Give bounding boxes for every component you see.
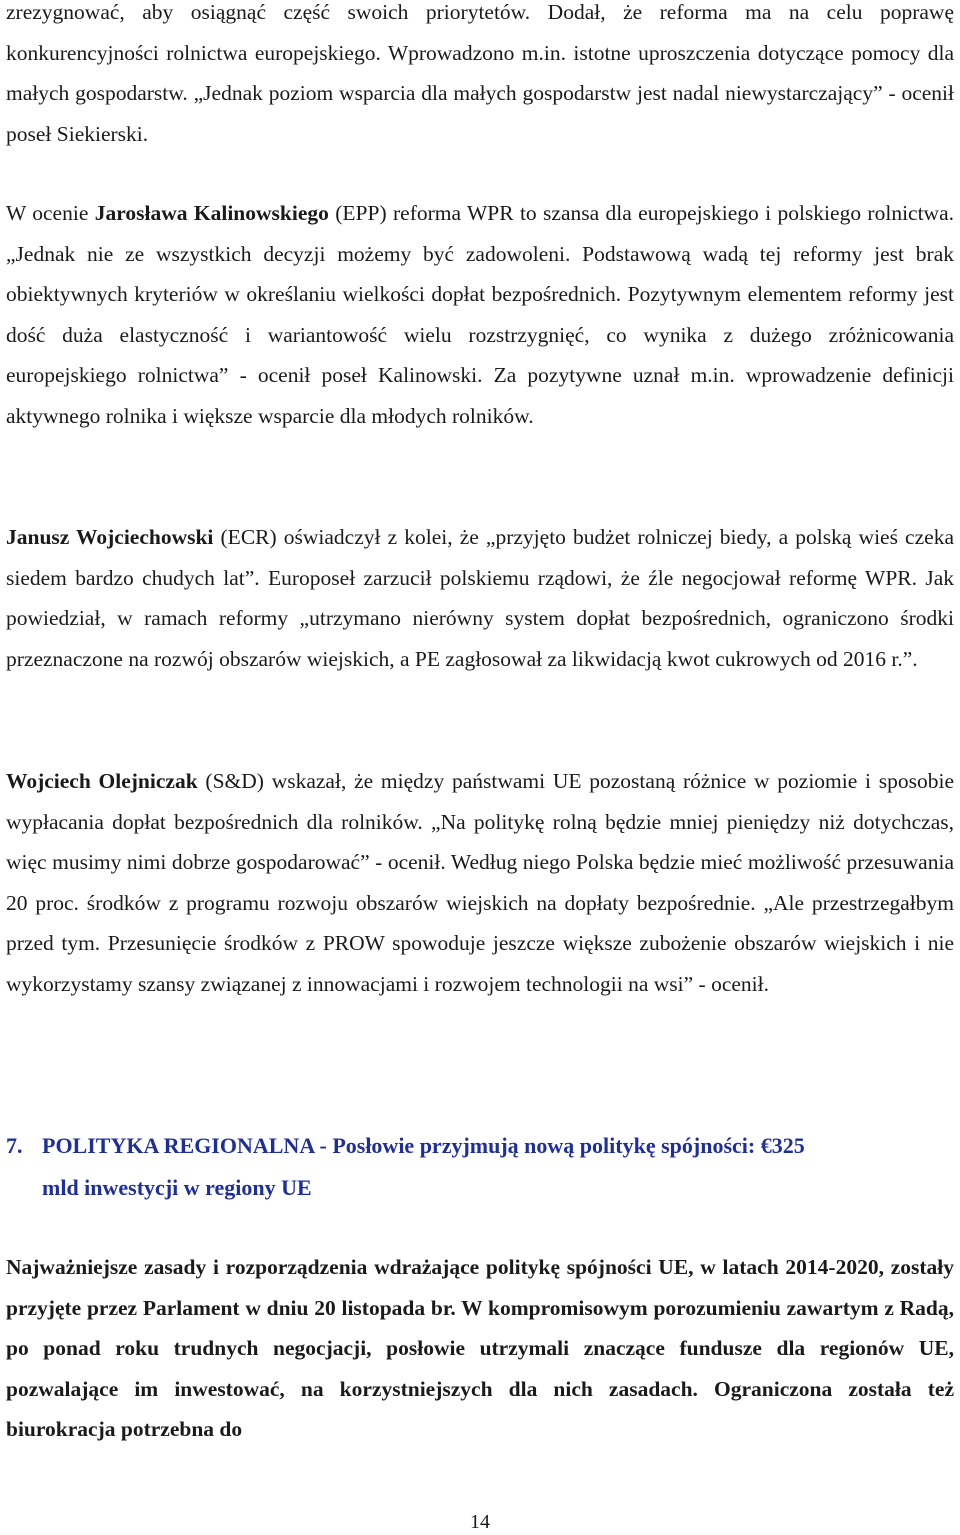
paragraph-kalinowski [6,193,954,437]
paragraph-text: (EPP) reforma WPR to szansa dla europejskiego i polskiego rolnictwa. „Jednak nie ze wszystkich decyzji możemy być zadowoleni. Podstawową wadą tej reformy jest brak obiektywnych kryteriów w określaniu wielkości dopłat bezpośrednich. Pozytywnym elementem reformy jest dość duża elastyczność i wariantowość wielu rozstrzygnięć, co wynika z dużego zróżnicowania europejskiego rolnictwa” - ocenił poseł Kalinowski. Za pozytywne uznał m.in. wprowadzenie definicji aktywnego rolnika i większe wsparcie dla młodych rolników. [6,201,955,428]
paragraph-lead: W ocenie [6,201,95,225]
paragraph-text: Najważniejsze zasady i rozporządzenia wdrażające politykę spójności UE, w latach 2014-2020, zostały przyjęte przez Parlament w dniu 20 listopada br. W kompromisowym porozumieniu zawartym z Radą, po ponad roku trudnych negocjacji, posłowie utrzymali znaczące fundusze dla regionów UE, pozwalające im inwestować, na korzystniejszych dla nich zasadach. Ograniczona została też biurokracja potrzebna do [6,1255,954,1442]
section-number: 7. [6,1133,23,1158]
paragraph-text: (ECR) oświadczył z kolei, że „przyjęto budżet rolniczej biedy, a polską wieś czeka siedem bardzo chudych lat”. Europoseł zarzucił polskiemu rządowi, że źle negocjował reformę WPR. Jak powiedział, w ramach reformy „utrzymano nierówny system dopłat bezpośrednich, ograniczono środki przeznaczone na rozwój obszarów wiejskich, a PE zagłosował za likwidacją kwot cukrowych od 2016 r.”. [6,525,954,671]
paragraph-olejniczak [6,761,954,1005]
page-number: 14 [470,1511,490,1533]
section-title-line1: POLITYKA REGIONALNA - Posłowie przyjmują nową politykę spójności: €325 [42,1133,805,1158]
paragraph-text: zrezygnować, aby osiągnąć część swoich priorytetów. Dodał, że reforma ma na celu poprawę konkurencyjności rolnictwa europejskiego. Wprowadzono m.in. istotne uproszczenia dotyczące pomocy dla małych gospodarstw. „Jednak poziom wsparcia dla małych gospodarstw jest nadal niewystarczający” - ocenił poseł Siekierski. [6,0,954,146]
person-name: Jarosława Kalinowskiego [94,201,329,225]
paragraph-wojciechowski [6,517,954,679]
paragraph-text: (S&D) wskazał, że między państwami UE pozostaną różnice w poziomie i sposobie wypłacania dopłat bezpośrednich dla rolników. „Na politykę rolną będzie mniej pieniędzy niż dotychczas, więc musimy nimi dobrze gospodarować” - ocenił. Według niego Polska będzie mieć możliwość przesuwania 20 proc. środków z programu rozwoju obszarów wiejskich na dopłaty bezpośrednie. „Ale przestrzegałbym przed tym. Przesunięcie środków z PROW spowoduje jeszcze większe zubożenie obszarów wiejskich i nie wykorzystamy szansy związanej z innowacjami i rozwojem technologii na wsi” - ocenił. [6,769,955,996]
section-heading [6,1125,954,1209]
person-name: Wojciech Olejniczak [6,769,198,793]
section-lead-paragraph [6,1247,954,1450]
person-name: Janusz Wojciechowski [6,525,214,549]
paragraph-siekierski [6,0,954,154]
section-title-line2: mld inwestycji w regiony UE [42,1175,312,1200]
